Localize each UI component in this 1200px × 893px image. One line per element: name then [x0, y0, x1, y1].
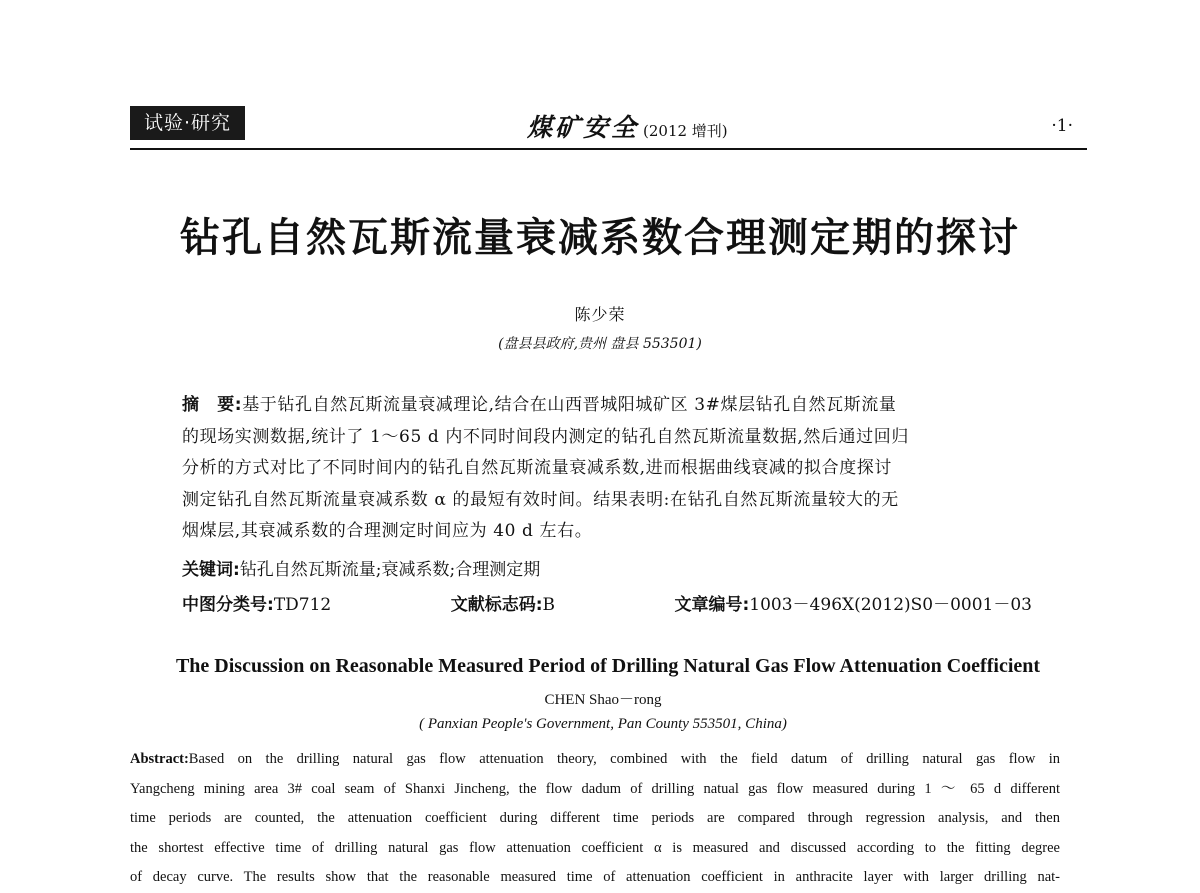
- journal-name: 煤矿安全: [527, 113, 640, 142]
- abstract-cn: [182, 390, 1042, 548]
- abstract-cn-line: 测定钻孔自然瓦斯流量衰减系数 α 的最短有效时间。结果表明:在钻孔自然瓦斯流量较大的无: [182, 489, 899, 510]
- abstract-cn-line: 分析的方式对比了不同时间内的钻孔自然瓦斯流量衰减系数,进而根据曲线衰减的拟合度探讨: [182, 458, 893, 478]
- keywords-text: 钻孔自然瓦斯流量;衰减系数;合理测定期: [239, 560, 541, 580]
- article-value: 1003－496X(2012)S0－0001－03: [749, 595, 1032, 615]
- classification-row: [182, 590, 1032, 615]
- keywords: [182, 555, 540, 580]
- english-title: The Discussion on Reasonable Measured Period of Drilling Natural Gas Flow Attenuation Coefficient: [175, 655, 1041, 677]
- english-affiliation: ( Panxian People's Government, Pan County 553501, China): [419, 716, 787, 732]
- abstract-en-line: Yangcheng mining area 3# coal seam of Shanxi Jincheng, the flow dadum of drilling natual gas flow measured during 1 ～ 65 d different: [130, 780, 1060, 797]
- clc-label: 中图分类号:: [182, 595, 274, 615]
- journal-issue: (2012 增刊): [643, 122, 728, 140]
- abstract-cn-label: 摘 要:: [182, 395, 243, 415]
- article-label: 文章编号:: [674, 595, 750, 615]
- doc-label: 文献标志码:: [450, 595, 543, 615]
- abstract-en: [130, 745, 1060, 893]
- keywords-label: 关键词:: [182, 560, 240, 580]
- abstract-en-line: time periods are counted, the attenuation coefficient during different time periods are compared through regression analysis, and then: [130, 810, 1060, 826]
- abstract-en-text: Based on the drilling natural gas flow attenuation theory, combined with the field datum of drilling natural gas flow in: [188, 751, 1060, 767]
- clc-value: TD712: [273, 595, 332, 615]
- abstract-en-line: [130, 745, 1060, 775]
- abstract-cn-line: 烟煤层,其衰减系数的合理测定时间应为 40 d 左右。: [182, 521, 593, 541]
- page-header: [130, 104, 1087, 150]
- abstract-en-line: the shortest effective time of drilling natural gas flow attenuation coefficient α is measured and discussed according to the fitting degree: [130, 839, 1060, 856]
- section-tag: 试验·研究: [130, 106, 245, 140]
- article-number: [674, 590, 1032, 615]
- author-affiliation: (盘县县政府,贵州 盘县 553501): [498, 336, 702, 352]
- abstract-en-line: of decay curve. The results show that the reasonable measured time of attenuation coefficient in anthracite layer with larger drilling nat-: [130, 869, 1060, 885]
- clc-code: [182, 590, 331, 615]
- header-rule: [130, 148, 1087, 150]
- document-code: [451, 590, 555, 615]
- abstract-cn-line: [182, 390, 1042, 422]
- english-author: CHEN Shao－rong: [544, 692, 662, 708]
- paper-title: 钻孔自然瓦斯流量衰减系数合理测定期的探讨: [180, 215, 1020, 261]
- page-number: ·1·: [1051, 116, 1073, 136]
- abstract-cn-text: 基于钻孔自然瓦斯流量衰减理论,结合在山西晋城阳城矿区 3#煤层钻孔自然瓦斯流量: [242, 395, 897, 415]
- doc-value: B: [542, 595, 556, 615]
- abstract-cn-line: 的现场实测数据,统计了 1～65 d 内不同时间段内测定的钻孔自然瓦斯流量数据,然后通过回归: [182, 426, 909, 447]
- journal-masthead: [527, 108, 728, 140]
- author-name: 陈少荣: [574, 305, 626, 324]
- abstract-en-label: Abstract:: [130, 751, 189, 767]
